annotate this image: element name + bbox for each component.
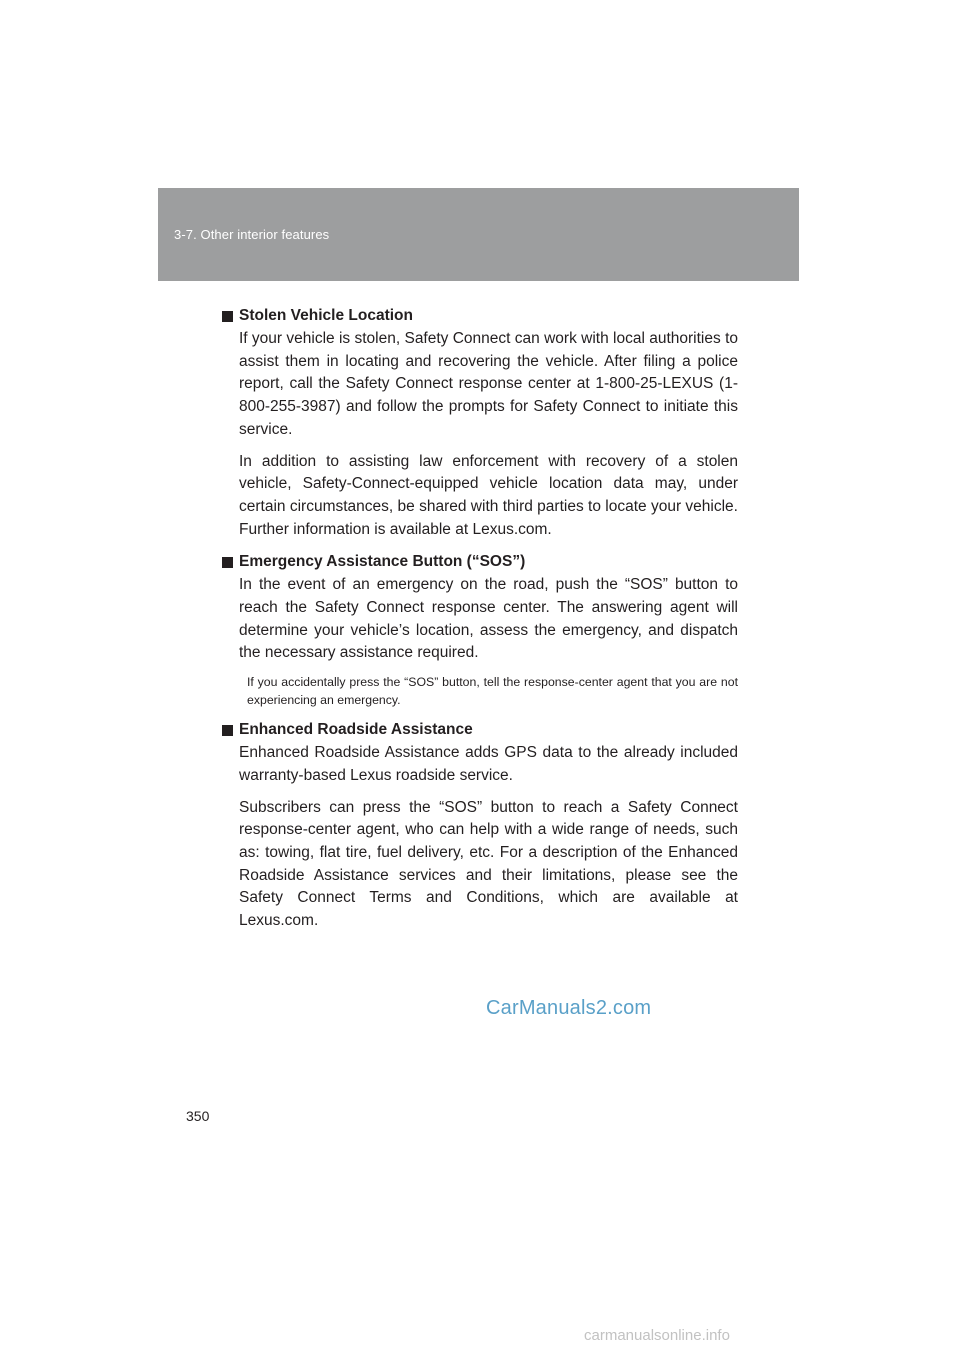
section-stolen-vehicle-location — [222, 304, 738, 541]
watermark-text: CarManuals2.com — [486, 997, 652, 1019]
section-label: 3-7. Other interior features — [174, 227, 330, 242]
footer-watermark-text: carmanualsonline.info — [584, 1327, 730, 1344]
section-emergency-assistance-button — [222, 550, 738, 709]
square-bullet-icon — [222, 725, 233, 736]
header-band — [158, 188, 799, 281]
note-text: If you accidentally press the “SOS” button, tell the response-center agent that you are not experiencing an emergency. — [247, 675, 738, 707]
page-number: 350 — [186, 1108, 210, 1124]
paragraph: Enhanced Roadside Assistance adds GPS data to the already included warranty-based Lexus roadside service. — [239, 744, 738, 784]
section-title: Emergency Assistance Button (“SOS”) — [239, 553, 526, 571]
paragraph: In addition to assisting law enforcement with recovery of a stolen vehicle, Safety-Connect-equipped vehicle location data may, under certain circumstances, be shared with third parties to locate your vehicle. Further information is available at Lexus.com. — [239, 452, 738, 538]
square-bullet-icon — [222, 557, 233, 568]
section-title: Stolen Vehicle Location — [239, 307, 413, 324]
paragraph: Subscribers can press the “SOS” button to reach a Safety Connect response-center agent, who can help with a wide range of needs, such as: towing, flat tire, fuel delivery, etc. For a description of the Enhanced Roadside Assistance services and their limitations, please see the Safety Connect Terms and Conditions, which are available at Lexus.com. — [239, 798, 738, 930]
section-title: Enhanced Roadside Assistance — [239, 721, 473, 739]
square-bullet-icon — [222, 311, 233, 322]
section-enhanced-roadside-assistance — [222, 718, 738, 933]
paragraph: In the event of an emergency on the road, push the “SOS” button to reach the Safety Connect response center. The answering agent will determine your vehicle’s location, assess the emergency, and dispatch the necessary assistance required. — [239, 576, 738, 662]
paragraph: If your vehicle is stolen, Safety Connect can work with local authorities to assist them in locating and recovering the vehicle. After filing a police report, call the Safety Connect response center at 1-800-25-LEXUS (1-800-255-3987) and follow the prompts for Safety Connect to initiate this service. — [239, 330, 738, 438]
page-content — [222, 304, 738, 933]
